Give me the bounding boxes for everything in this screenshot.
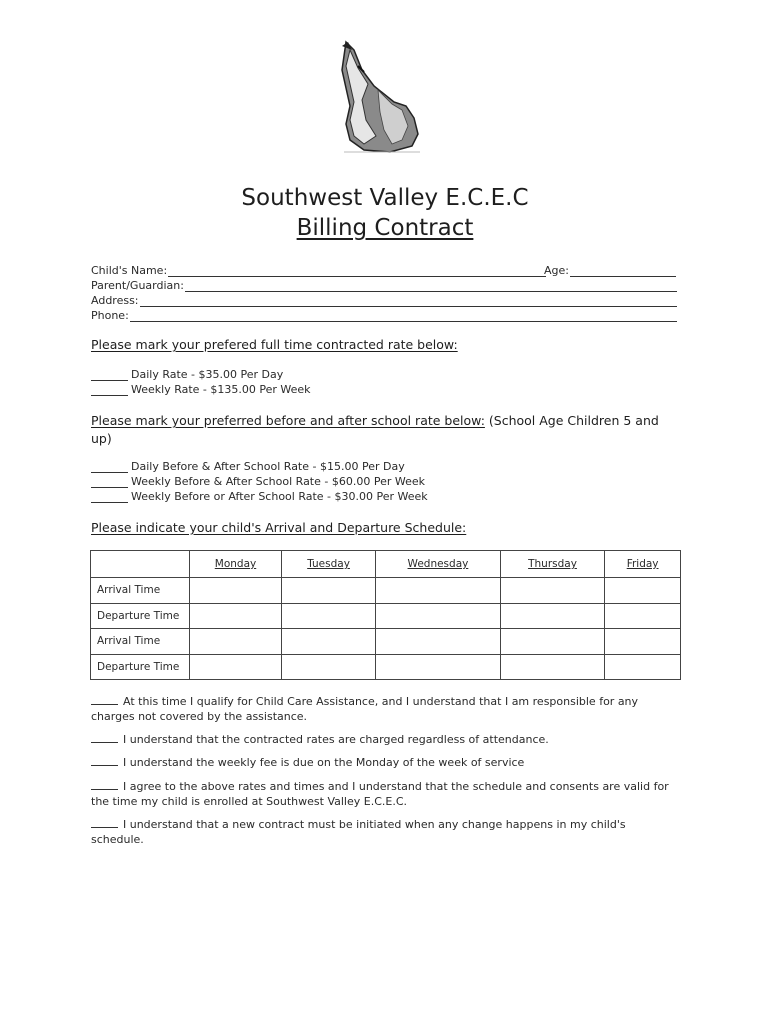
table-row: [91, 578, 681, 604]
time-cell[interactable]: [500, 578, 604, 604]
school-option-weekly-both[interactable]: Weekly Before & After School Rate - $60.00 Per Week: [91, 475, 425, 488]
address-label: Address:: [91, 294, 139, 307]
time-cell[interactable]: [605, 578, 681, 604]
time-cell[interactable]: [500, 603, 604, 629]
day-header: Friday: [605, 551, 681, 578]
fulltime-option-daily[interactable]: Daily Rate - $35.00 Per Day: [91, 368, 283, 381]
table-row: [91, 629, 681, 655]
row-label: Departure Time: [91, 603, 190, 629]
time-cell[interactable]: [281, 629, 375, 655]
schedule-heading: Please indicate your child's Arrival and Departure Schedule:: [91, 520, 467, 535]
table-row: [91, 603, 681, 629]
time-cell[interactable]: [281, 578, 375, 604]
time-cell[interactable]: [376, 603, 501, 629]
document-title: Southwest Valley E.C.E.C: [241, 185, 529, 211]
day-header: Tuesday: [281, 551, 375, 578]
time-cell[interactable]: [605, 654, 681, 680]
document-subtitle: Billing Contract: [296, 215, 474, 241]
fulltime-rate-heading: Please mark your prefered full time contracted rate below:: [91, 337, 458, 352]
consent-weekly-fee[interactable]: I understand the weekly fee is due on the Monday of the week of service: [91, 754, 681, 770]
time-cell[interactable]: [376, 629, 501, 655]
time-cell[interactable]: [190, 578, 282, 604]
child-name-field[interactable]: [91, 262, 546, 277]
time-cell[interactable]: [500, 654, 604, 680]
table-header-row: [91, 551, 681, 578]
day-header: Wednesday: [376, 551, 501, 578]
row-label: Departure Time: [91, 654, 190, 680]
time-cell[interactable]: [281, 603, 375, 629]
phone-field[interactable]: [91, 307, 677, 322]
school-rate-heading: Please mark your preferred before and after school rate below: (School Age Children 5 and up): [91, 413, 659, 446]
age-label: Age:: [544, 264, 569, 277]
row-label: Arrival Time: [91, 629, 190, 655]
time-cell[interactable]: [190, 629, 282, 655]
row-label: Arrival Time: [91, 578, 190, 604]
fulltime-option-weekly[interactable]: Weekly Rate - $135.00 Per Week: [91, 383, 311, 396]
time-cell[interactable]: [190, 603, 282, 629]
consent-rates[interactable]: I understand that the contracted rates are charged regardless of attendance.: [91, 731, 681, 747]
age-field[interactable]: [544, 262, 676, 277]
address-field[interactable]: [91, 292, 677, 307]
time-cell[interactable]: [190, 654, 282, 680]
time-cell[interactable]: [376, 578, 501, 604]
consent-assistance[interactable]: At this time I qualify for Child Care Assistance, and I understand that I am responsible for any charges not covered by the assistance.: [91, 695, 639, 723]
parent-guardian-field[interactable]: [91, 277, 677, 292]
school-option-weekly-either[interactable]: Weekly Before or After School Rate - $30.00 Per Week: [91, 490, 428, 503]
consent-schedule[interactable]: I agree to the above rates and times and I understand that the schedule and consents are valid for the time my child is enrolled at Southwest Valley E.C.E.C.: [91, 780, 669, 808]
table-row: [91, 654, 681, 680]
time-cell[interactable]: [605, 629, 681, 655]
time-cell[interactable]: [500, 629, 604, 655]
consent-new-contract[interactable]: I understand that a new contract must be initiated when any change happens in my child's schedule.: [91, 818, 626, 846]
phone-label: Phone:: [91, 309, 129, 322]
child-name-label: Child's Name:: [91, 264, 168, 277]
wolf-logo: [332, 40, 432, 156]
time-cell[interactable]: [376, 654, 501, 680]
day-header: Monday: [190, 551, 282, 578]
schedule-table: [90, 550, 681, 680]
time-cell[interactable]: [605, 603, 681, 629]
day-header: Thursday: [500, 551, 604, 578]
time-cell[interactable]: [281, 654, 375, 680]
parent-guardian-label: Parent/Guardian:: [91, 279, 184, 292]
school-option-daily[interactable]: Daily Before & After School Rate - $15.00 Per Day: [91, 460, 405, 473]
